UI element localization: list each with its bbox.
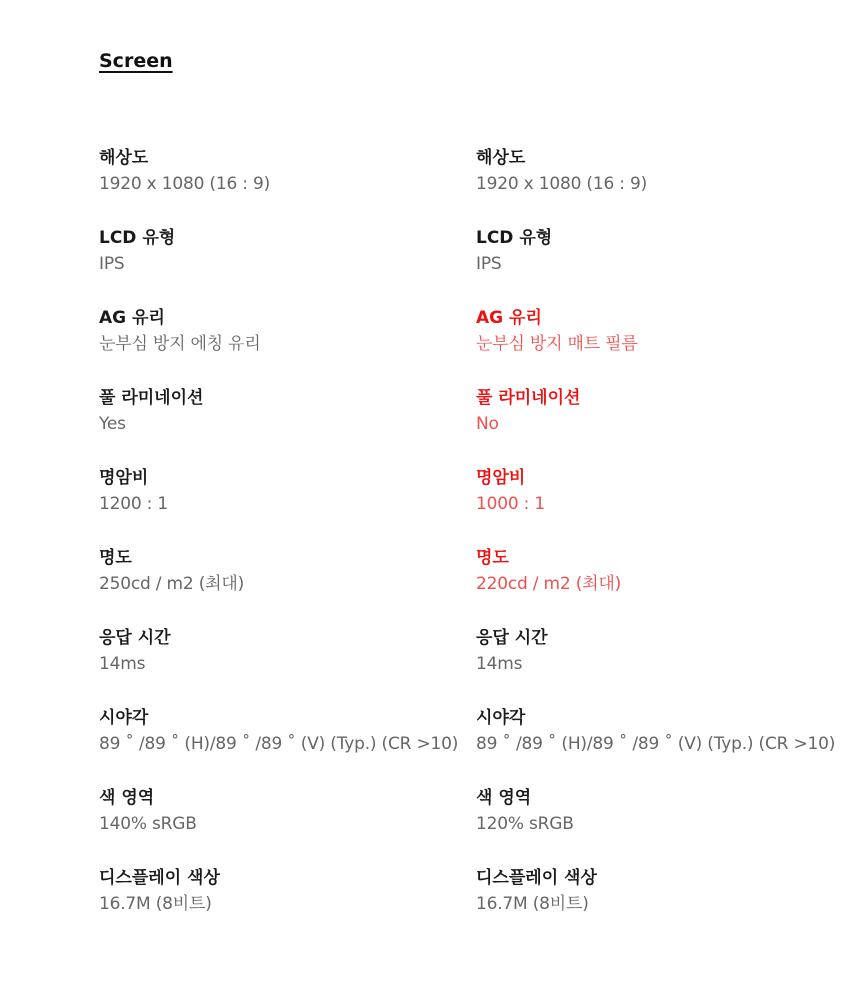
spec-label: 해상도 — [99, 148, 149, 168]
spec-value: IPS — [476, 254, 502, 274]
spec-value: 1200 : 1 — [99, 494, 169, 514]
spec-contrast-ratio — [476, 466, 846, 546]
spec-value: 220cd / m2 (최대) — [476, 574, 622, 594]
spec-value: 16.7M (8비트) — [99, 894, 212, 914]
spec-label: 디스플레이 색상 — [476, 868, 597, 888]
spec-label: 응답 시간 — [476, 628, 548, 648]
spec-value: 눈부심 방지 에칭 유리 — [99, 334, 261, 354]
spec-value: 16.7M (8비트) — [476, 894, 589, 914]
spec-label: 풀 라미네이션 — [476, 388, 581, 408]
spec-value: 1920 x 1080 (16 : 9) — [476, 174, 648, 194]
spec-viewing-angle — [476, 706, 846, 786]
spec-value: 89 ˚ /89 ˚ (H)/89 ˚ /89 ˚ (V) (Typ.) (CR >10) — [476, 734, 836, 754]
spec-value: IPS — [99, 254, 125, 274]
spec-label: 해상도 — [476, 148, 526, 168]
spec-label: 명도 — [99, 548, 132, 568]
spec-brightness — [99, 546, 469, 626]
spec-label: 명암비 — [99, 468, 149, 488]
spec-label: AG 유리 — [476, 308, 542, 328]
spec-display-colors — [99, 866, 469, 946]
spec-label: 디스플레이 색상 — [99, 868, 220, 888]
spec-label: 풀 라미네이션 — [99, 388, 204, 408]
spec-value: 1000 : 1 — [476, 494, 546, 514]
spec-value: 1920 x 1080 (16 : 9) — [99, 174, 271, 194]
spec-brightness — [476, 546, 846, 626]
spec-label: 색 영역 — [99, 788, 155, 808]
spec-lcd-type — [476, 226, 846, 306]
spec-response-time — [99, 626, 469, 706]
spec-column-right — [476, 146, 846, 946]
spec-label: 시야각 — [476, 708, 526, 728]
spec-response-time — [476, 626, 846, 706]
spec-full-lamination — [99, 386, 469, 466]
spec-resolution — [99, 146, 469, 226]
spec-label: AG 유리 — [99, 308, 165, 328]
spec-label: 명암비 — [476, 468, 526, 488]
spec-value: 14ms — [476, 654, 523, 674]
spec-label: LCD 유형 — [476, 228, 553, 248]
spec-value: Yes — [99, 414, 126, 434]
spec-value: No — [476, 414, 499, 434]
section-title: Screen — [99, 50, 173, 72]
spec-value: 89 ˚ /89 ˚ (H)/89 ˚ /89 ˚ (V) (Typ.) (CR >10) — [99, 734, 459, 754]
spec-label: 시야각 — [99, 708, 149, 728]
spec-value: 250cd / m2 (최대) — [99, 574, 245, 594]
spec-color-gamut — [476, 786, 846, 866]
spec-lcd-type — [99, 226, 469, 306]
spec-column-left — [99, 146, 469, 946]
spec-label: 명도 — [476, 548, 509, 568]
spec-value: 14ms — [99, 654, 146, 674]
spec-resolution — [476, 146, 846, 226]
spec-full-lamination — [476, 386, 846, 466]
spec-ag-glass — [476, 306, 846, 386]
spec-label: 색 영역 — [476, 788, 532, 808]
spec-value: 눈부심 방지 매트 필름 — [476, 334, 638, 354]
spec-label: LCD 유형 — [99, 228, 176, 248]
spec-value: 120% sRGB — [476, 814, 574, 834]
spec-viewing-angle — [99, 706, 469, 786]
spec-display-colors — [476, 866, 846, 946]
spec-contrast-ratio — [99, 466, 469, 546]
spec-color-gamut — [99, 786, 469, 866]
spec-label: 응답 시간 — [99, 628, 171, 648]
spec-value: 140% sRGB — [99, 814, 197, 834]
spec-ag-glass — [99, 306, 469, 386]
